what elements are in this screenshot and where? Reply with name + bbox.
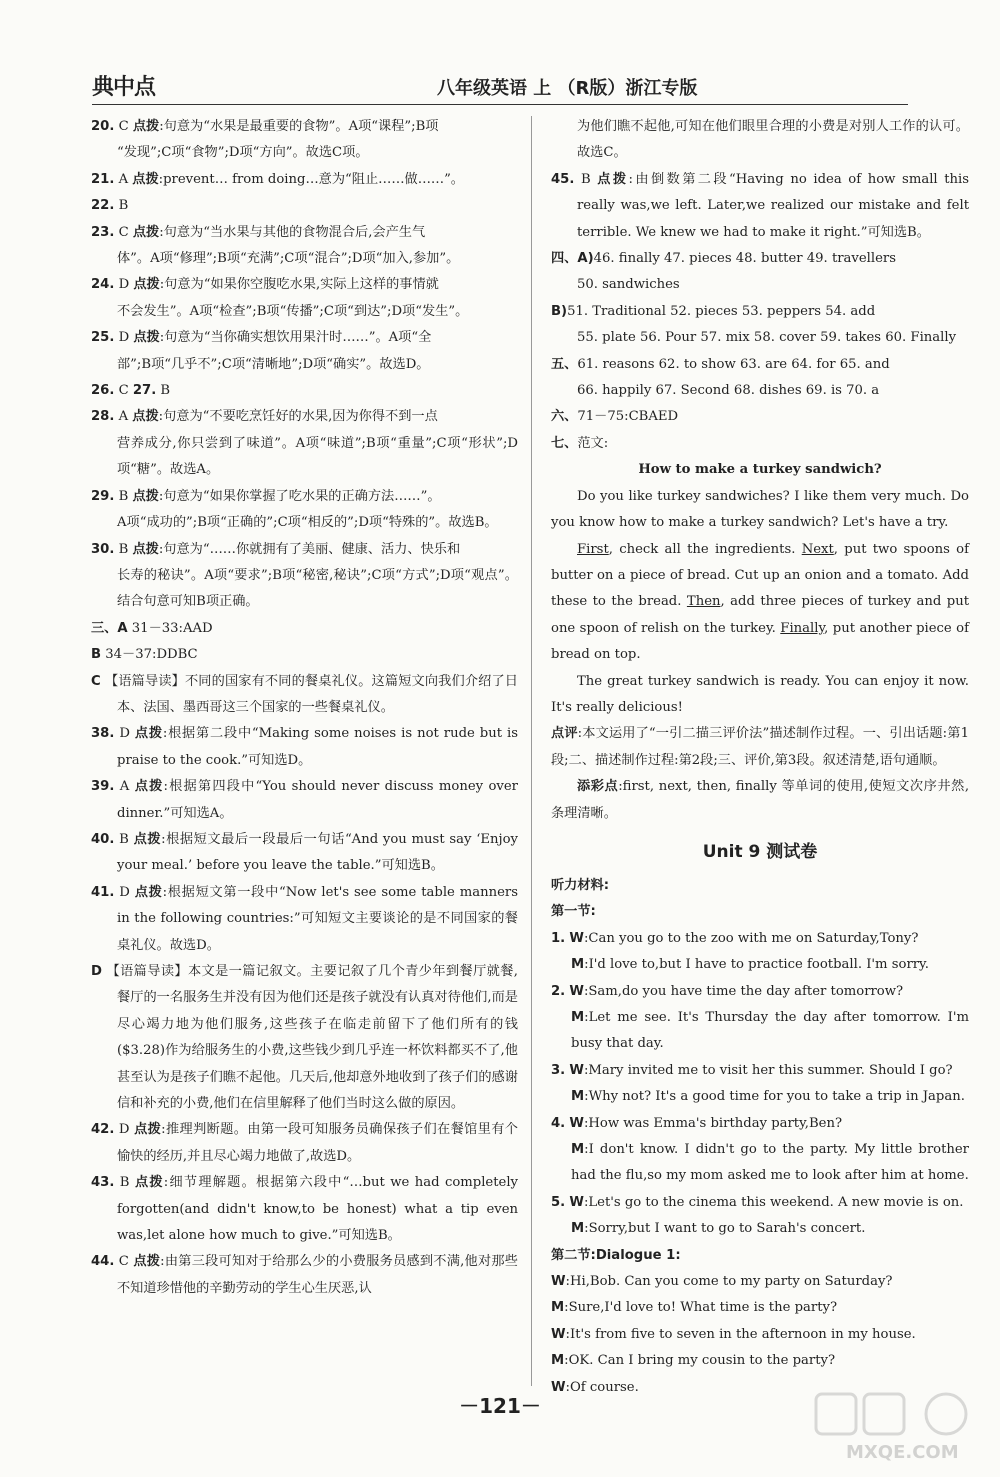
section-3b: B 34－37:DDBC bbox=[91, 647, 198, 663]
essay-paragraph-3: The great turkey sandwich is ready. You can enjoy it now. It's really delicious! bbox=[551, 673, 969, 715]
dialogue-3-w: 3. W:Mary invited me to visit her this summer. Should I go? bbox=[551, 1062, 953, 1078]
brand-logo: 典中点 bbox=[92, 75, 156, 100]
dialogue-1-m: M:I'd love to,but I have to practice football. I'm sorry. bbox=[571, 957, 929, 973]
answer-28: 28. A 点拨:句意为“不要吃烹饪好的水果,因为你得不到一点 营养成分,你只尝到了味道”。A项“味道”;B项“重量”;C项“形状”;D项“糖”。故选A。 bbox=[91, 409, 518, 478]
section-7: 七、范文: bbox=[551, 435, 609, 451]
answer-44: 44. C 点拨:由第三段可知对于给那么少的小费服务员感到不满,他对那些不知道珍惜他的辛勤劳动的学生心生厌恶,认 bbox=[91, 1254, 518, 1296]
section-2-label: 第二节:Dialogue 1: bbox=[551, 1247, 681, 1263]
dialogue-4-m: M:I don't know. I didn't go to the party. My little brother had the flu,so my mom asked me to look after him at home. bbox=[571, 1142, 969, 1184]
answer-29: 29. B 点拨:句意为“如果你掌握了吃水果的正确方法……”。 A项“成功的”;B项“正确的”;C项“相反的”;D项“特殊的”。故选B。 bbox=[91, 488, 498, 531]
essay-comment: 点评:本文运用了“一引二描三评价法”描述制作过程。一、引出话题:第1段;二、描述制作过程:第2段;三、评价,第3段。叙述清楚,语句通顺。 bbox=[551, 726, 969, 768]
unit-title: Unit 9 测试卷 bbox=[702, 841, 818, 862]
answer-22: 22. B bbox=[91, 198, 129, 214]
book-title: 八年级英语 上 （R版）浙江专版 bbox=[437, 78, 698, 99]
answer-30: 30. B 点拨:句意为“……你就拥有了美丽、健康、活力、快乐和 长寿的秘诀”。A项“要求”;B项“秘密,秘诀”;C项“方式”;D项“观点”。结合句意可知B项正确。 bbox=[91, 541, 518, 610]
answer-21: 21. A 点拨:prevent… from doing…意为“阻止……做……”。 bbox=[91, 171, 464, 187]
dialogue-line: W:Of course. bbox=[551, 1379, 639, 1395]
passage-d-intro: D 【语篇导读】本文是一篇记叙文。主要记叙了几个青少年到餐厅就餐,餐厅的一名服务生并没有因为他们还是孩子就没有认真对待他们,而是尽心竭力地为他们服务,这些孩子在临走前留下了他们所有的钱($3.28)作为给服务生的小费,这些钱少到几乎连一杯饮料都买不了,他甚至认为是孩子们瞧不起他。几天后,他却意外地收到了孩子们的感谢信和补充的小费,他们在信里解释了他们当时这么做的原因。 bbox=[91, 964, 518, 1112]
dialogue-2-m: M:Let me see. It's Thursday the day after tomorrow. I'm busy that day. bbox=[571, 1010, 969, 1052]
listening-label: 听力材料: bbox=[551, 877, 610, 893]
page-number: －121－ bbox=[459, 1394, 541, 1418]
dialogue-1-w: 1. W:Can you go to the zoo with me on Saturday,Tony? bbox=[551, 930, 919, 946]
answer-24: 24. D 点拨:句意为“如果你空腹吃水果,实际上这样的事情就 不会发生”。A项“检查”;B项“传播”;C项“到达”;D项“发生”。 bbox=[91, 277, 469, 319]
passage-c-intro: C 【语篇导读】不同的国家有不同的餐桌礼仪。这篇短文向我们介绍了日本、法国、墨西哥这三个国家的一些餐桌礼仪。 bbox=[91, 673, 518, 715]
answer-41: 41. D 点拨:根据短文第一段中“Now let's see some table manners in the following countries:”可知短文主要谈论的是不同国家的餐桌礼仪。故选D。 bbox=[91, 884, 518, 953]
answer-20: 20. C 点拨:句意为“水果是最重要的食物”。A项“课程”;B项 “发现”;C项“食物”;D项“方向”。故选C项。 bbox=[91, 119, 439, 161]
answer-45: 45. B 点拨:由倒数第二段“Having no idea of how small this really was,we left. Later,we realized our mistake and felt terrible. We knew we had to make it right.”可知选B。 bbox=[551, 171, 969, 240]
answer-38: 38. D 点拨:根据第二段中“Making some noises is not rude but is praise to the cook.”可知选D。 bbox=[91, 726, 518, 768]
section-4b-cont: 55. plate 56. Pour 57. mix 58. cover 59. takes 60. Finally bbox=[577, 330, 957, 346]
answer-25: 25. D 点拨:句意为“当你确实想饮用果汁时……”。A项“全 部”;B项“几乎不”;C项“清晰地”;D项“确实”。故选D。 bbox=[91, 330, 432, 372]
answer-39: 39. A 点拨:根据第四段中“You should never discuss money over dinner.”可知选A。 bbox=[91, 779, 518, 821]
answer-23: 23. C 点拨:句意为“当水果与其他的食物混合后,会产生气 体”。A项“修理”;B项“充满”;C项“混合”;D项“加入,参加”。 bbox=[91, 224, 460, 267]
dialogue-line: M:OK. Can I bring my cousin to the party? bbox=[551, 1353, 836, 1369]
watermark-logo bbox=[806, 1392, 996, 1467]
dialogue-line: W:It's from five to seven in the afternoon in my house. bbox=[551, 1326, 916, 1342]
section-5: 五、61. reasons 62. to show 63. are 64. for 65. and bbox=[551, 356, 890, 372]
dialogue-line: W:Hi,Bob. Can you come to my party on Saturday? bbox=[551, 1274, 893, 1290]
dialogue-line: M:Sure,I'd love to! What time is the party? bbox=[551, 1300, 838, 1316]
dialogue-2-w: 2. W:Sam,do you have time the day after tomorrow? bbox=[551, 983, 904, 999]
section-3a: 三、A 31－33:AAD bbox=[91, 620, 213, 636]
answer-44-continued: 为他们瞧不起他,可知在他们眼里合理的小费是对别人工作的认可。故选C。 bbox=[577, 119, 969, 161]
dialogue-3-m: M:Why not? It's a good time for you to take a trip in Japan. bbox=[571, 1089, 965, 1105]
essay-highlight: 添彩点:first, next, then, finally 等单词的使用,使短文次序井然,条理清晰。 bbox=[551, 779, 970, 821]
answer-26-27: 26. C 27. B bbox=[91, 383, 171, 399]
right-column bbox=[551, 114, 969, 1401]
watermark-text: MXQE.COM bbox=[846, 1442, 959, 1463]
answer-43: 43. B 点拨:细节理解题。根据第六段中“…but we had completely forgotten(and didn't know,to be honest) what a tip even was,let alone how much to give.”可知选B。 bbox=[91, 1175, 518, 1244]
answer-40: 40. B 点拨:根据短文最后一段最后一句话“And you must say ‘Enjoy your meal.’ before you leave the table.”可知选B。 bbox=[91, 831, 518, 874]
answer-42: 42. D 点拨:推理判断题。由第一段可知服务员确保孩子们在餐馆里有个愉快的经历,并且尽心竭力地做了,故选D。 bbox=[91, 1122, 518, 1164]
section-6: 六、71－75:CBAED bbox=[551, 409, 679, 425]
section-1-label: 第一节: bbox=[551, 904, 596, 920]
section-4a-cont: 50. sandwiches bbox=[577, 277, 680, 293]
dialogue-4-w: 4. W:How was Emma's birthday party,Ben? bbox=[551, 1115, 843, 1131]
dialogue-5-m: M:Sorry,but I want to go to Sarah's concert. bbox=[571, 1221, 866, 1237]
dialogue-5-w: 5. W:Let's go to the cinema this weekend. A new movie is on. bbox=[551, 1194, 964, 1210]
section-4b: B)51. Traditional 52. pieces 53. peppers 54. add bbox=[551, 303, 876, 319]
essay-paragraph-2: First, check all the ingredients. Next, put two spoons of butter on a piece of bread. Cut up an onion and a tomato. Add these to the bread. Then, add three pieces of turkey and put one spoon of relish on the turkey. Finally, put another piece of bread on top. bbox=[551, 541, 969, 663]
left-column bbox=[91, 114, 518, 1302]
column-divider bbox=[531, 116, 532, 1386]
essay-title: How to make a turkey sandwich? bbox=[638, 462, 882, 478]
page-header bbox=[92, 74, 908, 105]
section-5-cont: 66. happily 67. Second 68. dishes 69. is 70. a bbox=[577, 383, 880, 399]
essay-paragraph-1: Do you like turkey sandwiches? I like them very much. Do you know how to make a turkey sandwich? Let's have a try. bbox=[551, 488, 969, 531]
section-4a: 四、A)46. finally 47. pieces 48. butter 49. travellers bbox=[551, 251, 896, 267]
